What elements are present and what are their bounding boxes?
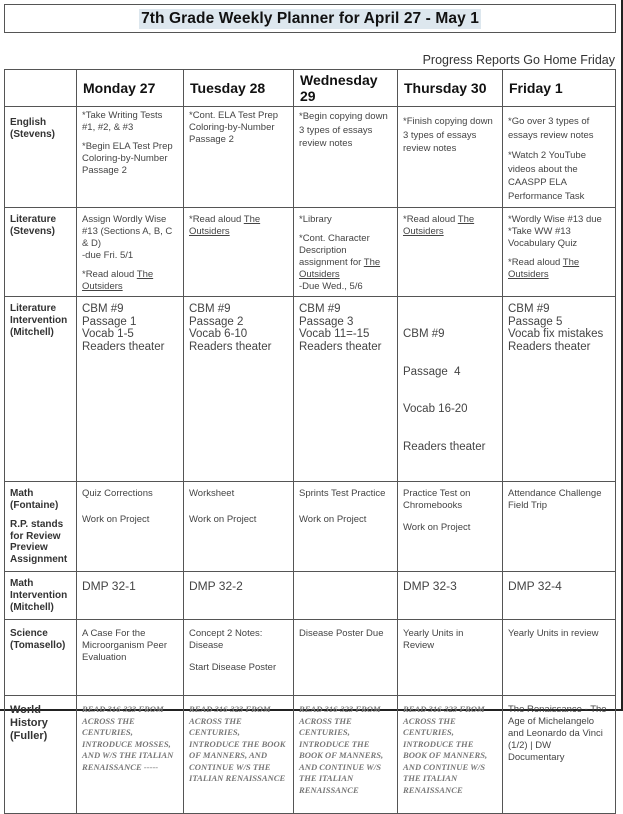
cell-text: *Take Writing Tests #1, #2, & #3 xyxy=(82,110,163,133)
subject-name: History xyxy=(10,717,48,729)
cell-text: Worksheet xyxy=(189,488,235,499)
cell-text: Readers theater xyxy=(403,440,486,453)
cell-text: Vocab 6-10 xyxy=(189,328,248,340)
cell-text: Vocab 1-5 xyxy=(82,328,134,340)
cell-text: Quiz Corrections xyxy=(82,488,153,499)
subject-name: Math xyxy=(10,488,34,499)
book-title: The Outsiders xyxy=(299,257,381,280)
page-title: 7th Grade Weekly Planner for April 27 - May 1 xyxy=(141,9,479,27)
planner-cell xyxy=(294,107,398,208)
planner-cell xyxy=(184,208,294,297)
cell-text: Vocab fix mistakes xyxy=(508,328,604,340)
subject-name: English xyxy=(10,117,47,128)
cell-text: READ 316-323 FROM ACROSS THE CENTURIES, INTRODUCE THE BOOK OF MANNERS, AND CONTINUE W/S THE ITALIAN RENAISSANCE xyxy=(403,704,488,795)
header-row xyxy=(5,70,616,107)
cell-text: Concept 2 Notes: Disease xyxy=(189,628,263,651)
cell-text: CBM #9 xyxy=(189,303,231,315)
teacher-name: (Stevens) xyxy=(10,226,56,237)
cell-text: A Case For the Microorganism Peer Evaluation xyxy=(82,628,167,663)
table-row-english xyxy=(5,107,616,208)
planner-cell xyxy=(77,107,184,208)
due-date-text: -due Fri. 5/1 xyxy=(82,250,134,261)
book-title: The Outsiders xyxy=(189,214,261,237)
cell-text: Passage 5 xyxy=(508,315,563,328)
subject-name: Literature xyxy=(10,214,57,225)
planner-cell xyxy=(294,482,398,572)
due-date-text: -Due Wed., 5/6 xyxy=(299,281,363,292)
planner-cell xyxy=(398,572,503,620)
subject-note: Assignment xyxy=(10,553,68,565)
planner-cell xyxy=(398,696,503,814)
planner-cell xyxy=(184,620,294,696)
book-title: The Outsiders xyxy=(508,257,580,280)
cell-text: Assign Wordly Wise #13 (Sections A, B, C & D) xyxy=(82,214,173,249)
cell-text: CBM #9 xyxy=(508,303,550,315)
subject-name: Math xyxy=(10,578,34,589)
planner-cell xyxy=(184,696,294,814)
cell-text: Passage 2 xyxy=(189,315,244,328)
cell-text: CBM #9 xyxy=(299,303,341,315)
planner-cell xyxy=(503,696,616,814)
cell-text: *Wordly Wise #13 due xyxy=(508,214,602,225)
cell-text: *Library xyxy=(299,214,332,225)
cell-text: Passage 3 xyxy=(299,315,354,328)
video-title-text: The Renaissance - The Age of Michelangelo and Leonardo da Vinci (1/2) | DW Documentary xyxy=(508,704,607,763)
cell-text: Readers theater xyxy=(82,340,165,353)
weekly-planner-table xyxy=(4,69,616,814)
cell-text: *Read aloud xyxy=(189,214,244,225)
subject-name: World xyxy=(10,704,41,716)
subject-name: Literature xyxy=(10,303,57,314)
day-header-friday: Friday 1 xyxy=(503,70,616,107)
teacher-name: (Fontaine) xyxy=(10,499,59,511)
cell-text: DMP 32-1 xyxy=(82,579,136,593)
day-header-monday: Monday 27 xyxy=(77,70,184,107)
cell-text: Vocab 16-20 xyxy=(403,403,468,415)
planner-cell xyxy=(294,620,398,696)
planner-cell xyxy=(398,208,503,297)
cell-text: Readers theater xyxy=(508,340,591,353)
table-row-math-intervention xyxy=(5,572,616,620)
planner-cell xyxy=(398,620,503,696)
book-title: The Outsiders xyxy=(403,214,475,237)
planner-cell xyxy=(77,208,184,297)
table-row-world-history xyxy=(5,696,616,814)
cell-text: Passage 4 xyxy=(403,365,461,378)
table-row-math xyxy=(5,482,616,572)
cell-text: Readers theater xyxy=(189,340,272,353)
teacher-name: (Fuller) xyxy=(10,730,48,742)
planner-cell xyxy=(503,107,616,208)
planner-cell xyxy=(503,572,616,620)
day-header-tuesday: Tuesday 28 xyxy=(184,70,294,107)
corner-cell xyxy=(5,70,77,107)
teacher-name: (Stevens) xyxy=(10,129,56,140)
cell-text: Attendance Challenge Field Trip xyxy=(508,488,602,511)
subject-note: for Review xyxy=(10,530,61,542)
teacher-name: (Mitchell) xyxy=(10,602,54,613)
table-row-literature xyxy=(5,208,616,297)
cell-text: Vocab 11=-15 xyxy=(299,328,370,340)
subject-cell xyxy=(5,482,77,572)
table-row-science xyxy=(5,620,616,696)
cell-text: Readers theater xyxy=(299,340,382,353)
subject-name: Science xyxy=(10,628,48,639)
cell-text: Work on Project xyxy=(403,522,471,533)
day-header-thursday: Thursday 30 xyxy=(398,70,503,107)
title-box xyxy=(4,4,616,33)
cell-text: DMP 32-4 xyxy=(508,579,562,593)
cell-text: *Watch 2 YouTube videos about the CAASPP ELA Performance Task xyxy=(508,150,586,202)
planner-cell xyxy=(294,297,398,482)
subject-cell xyxy=(5,208,77,297)
planner-cell xyxy=(77,572,184,620)
planner-cell xyxy=(184,297,294,482)
planner-cell xyxy=(184,107,294,208)
book-title: The Outsiders xyxy=(82,269,154,292)
cell-text: *Go over 3 types of essays review notes xyxy=(508,116,594,141)
cell-text: *Begin copying down 3 types of essays review notes xyxy=(299,111,388,149)
cell-text: Yearly Units in review xyxy=(508,628,599,639)
cell-text: DMP 32-2 xyxy=(189,579,243,593)
subject-note: R.P. stands xyxy=(10,519,64,530)
cell-text: Yearly Units in Review xyxy=(403,628,464,651)
subject-name: Intervention xyxy=(10,315,68,326)
table-row-literature-intervention xyxy=(5,297,616,482)
cell-text: DMP 32-3 xyxy=(403,579,457,593)
cell-text: *Cont. ELA Test Prep Coloring-by-Number Passage 2 xyxy=(189,110,279,145)
planner-cell xyxy=(77,297,184,482)
planner-cell xyxy=(398,297,503,482)
planner-cell xyxy=(77,620,184,696)
subject-note: Preview xyxy=(10,542,48,553)
cell-text: READ 316-323 FROM ACROSS THE CENTURIES, INTRODUCE THE BOOK OF MANNERS, AND CONTINUE W/S THE ITALIAN RENAISSANCE xyxy=(189,704,286,783)
subject-cell xyxy=(5,297,77,482)
cell-text: Practice Test on Chromebooks xyxy=(403,488,471,511)
cell-text: Start Disease Poster xyxy=(189,662,277,673)
progress-note: Progress Reports Go Home Friday xyxy=(422,53,615,67)
cell-text: Passage 1 xyxy=(82,315,137,328)
cell-text: READ 316-323 FROM ACROSS THE CENTURIES, INTRODUCE MOSSES, AND W/S THE ITALIAN RENAISSANCE ----- xyxy=(82,704,174,772)
cell-text: *Read aloud xyxy=(403,214,458,225)
subject-cell xyxy=(5,572,77,620)
planner-cell xyxy=(503,482,616,572)
planner-cell xyxy=(184,572,294,620)
planner-cell xyxy=(184,482,294,572)
planner-cell xyxy=(77,696,184,814)
cell-text: *Take WW #13 Vocabulary Quiz xyxy=(508,226,578,249)
cell-text: Work on Project xyxy=(189,514,257,525)
cell-text: Work on Project xyxy=(299,514,367,525)
cell-text: *Read aloud xyxy=(82,269,137,280)
cell-text: *Cont. Character Description assignment for xyxy=(299,233,370,268)
subject-cell xyxy=(5,620,77,696)
planner-cell xyxy=(503,297,616,482)
teacher-name: (Mitchell) xyxy=(10,327,54,338)
subject-cell xyxy=(5,107,77,208)
cell-text: CBM #9 xyxy=(403,328,445,340)
planner-cell xyxy=(503,620,616,696)
cell-text: *Finish copying down 3 types of essays review notes xyxy=(403,116,493,154)
teacher-name: (Tomasello) xyxy=(10,640,66,651)
planner-cell xyxy=(398,107,503,208)
planner-cell xyxy=(503,208,616,297)
cell-text: READ 316-323 FROM ACROSS THE CENTURIES, INTRODUCE THE BOOK OF MANNERS, AND CONTINUE W/S THE ITALIAN RENAISSANCE xyxy=(299,704,384,795)
planner-cell xyxy=(294,696,398,814)
planner-cell xyxy=(294,208,398,297)
day-header-wednesday: Wednesday 29 xyxy=(294,70,398,107)
planner-cell xyxy=(398,482,503,572)
cell-text: *Read aloud xyxy=(508,257,563,268)
cell-text: CBM #9 xyxy=(82,303,124,315)
subject-cell xyxy=(5,696,77,814)
cell-text: Work on Project xyxy=(82,514,150,525)
cell-text: Disease Poster Due xyxy=(299,628,384,639)
subject-name: Intervention xyxy=(10,590,68,601)
planner-cell xyxy=(77,482,184,572)
planner-cell xyxy=(294,572,398,620)
cell-text: *Begin ELA Test Prep Coloring-by-Number Passage 2 xyxy=(82,141,173,176)
cell-text: Sprints Test Practice xyxy=(299,488,386,499)
